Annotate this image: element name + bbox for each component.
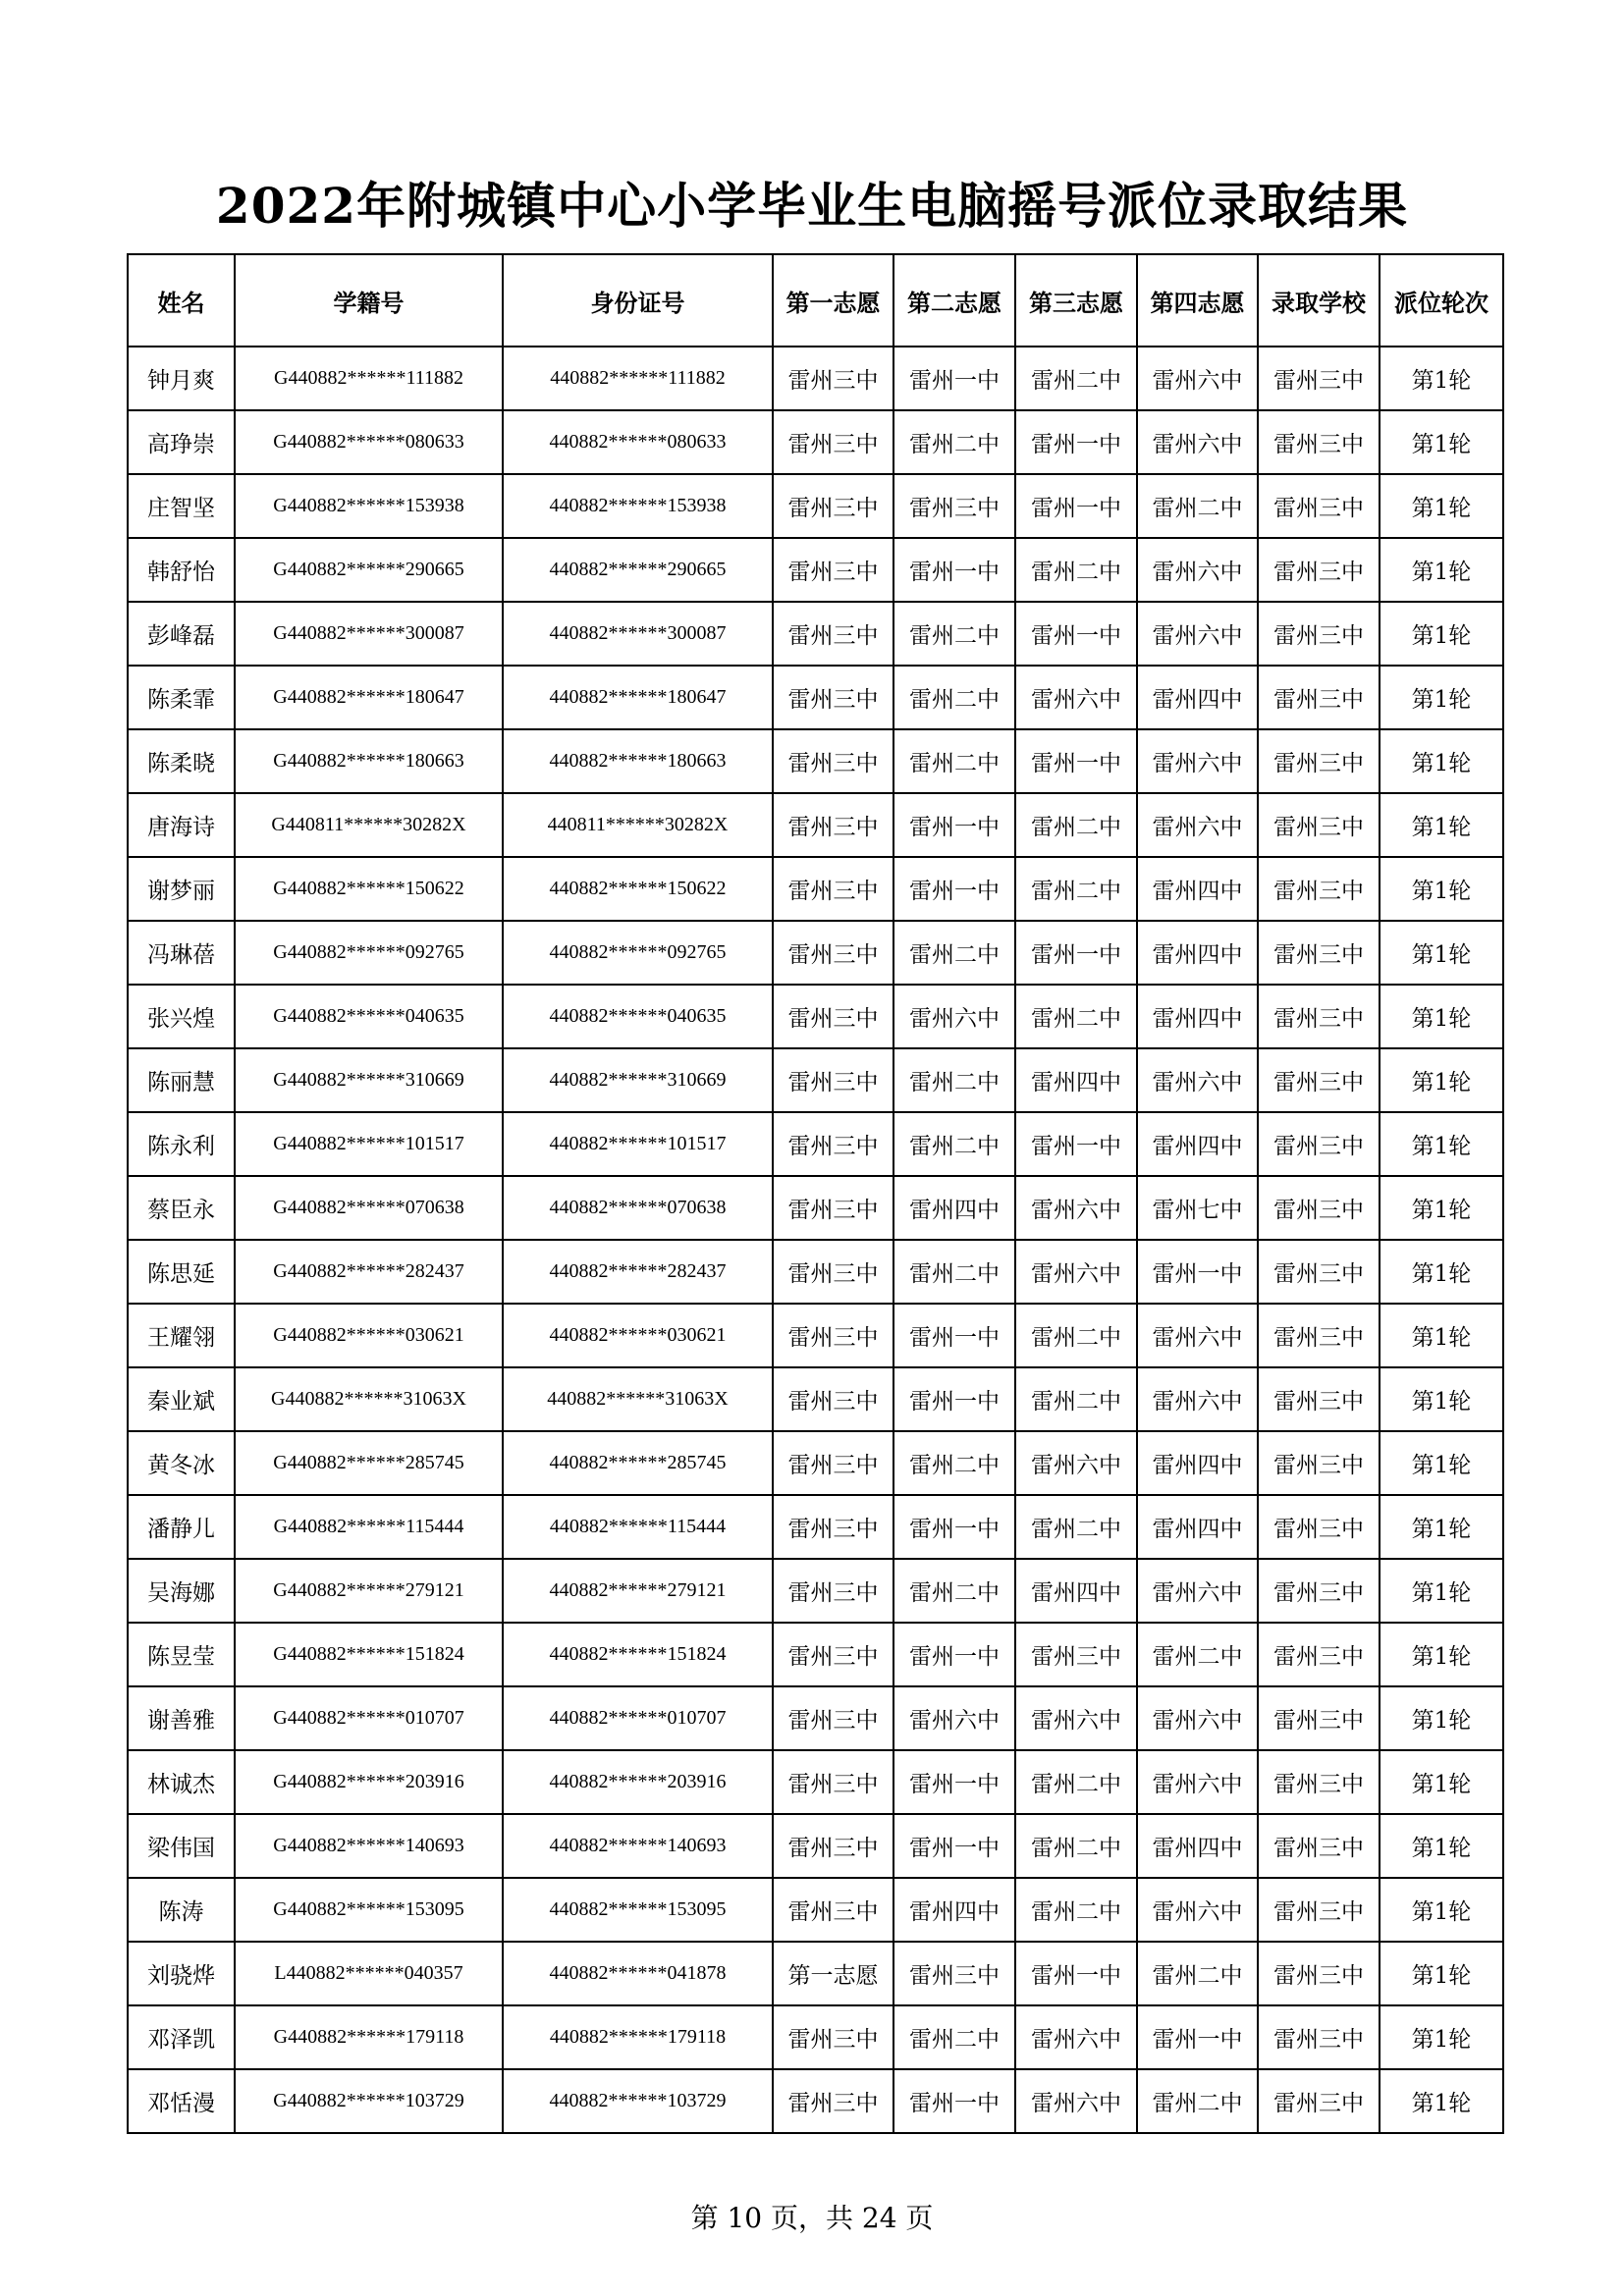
admitted-school: 雷州三中 [1258,1686,1380,1750]
student-name: 张兴煌 [128,985,235,1048]
admitted-school-header: 录取学校 [1258,254,1380,347]
id-card-number: 440882******153095 [503,1878,773,1942]
table-row [128,474,1503,538]
table-row [128,729,1503,793]
third-choice: 雷州一中 [1015,410,1137,474]
table-row [128,1878,1503,1942]
first-choice: 雷州三中 [773,921,893,985]
admitted-school: 雷州三中 [1258,729,1380,793]
assignment-round: 第1轮 [1380,347,1503,410]
first-choice: 雷州三中 [773,666,893,729]
table-row [128,1112,1503,1176]
id-card-number: 440882******101517 [503,1112,773,1176]
first-choice: 雷州三中 [773,1304,893,1367]
student-name: 冯琳蓓 [128,921,235,985]
student-id: G440882******101517 [235,1112,503,1176]
third-choice: 雷州二中 [1015,857,1137,921]
fourth-choice: 雷州二中 [1137,1623,1258,1686]
assignment-round: 第1轮 [1380,1431,1503,1495]
third-choice: 雷州二中 [1015,1367,1137,1431]
student-name: 唐海诗 [128,793,235,857]
table-row [128,666,1503,729]
first-choice: 雷州三中 [773,1367,893,1431]
second-choice: 雷州四中 [893,1878,1015,1942]
student-name: 韩舒怡 [128,538,235,602]
student-name: 邓泽凯 [128,2005,235,2069]
first-choice: 雷州三中 [773,1814,893,1878]
admitted-school: 雷州三中 [1258,1240,1380,1304]
assignment-round: 第1轮 [1380,538,1503,602]
fourth-choice: 雷州六中 [1137,1559,1258,1623]
fourth-choice: 雷州六中 [1137,1750,1258,1814]
assignment-round: 第1轮 [1380,729,1503,793]
assignment-round: 第1轮 [1380,921,1503,985]
third-choice: 雷州一中 [1015,474,1137,538]
round-header: 派位轮次 [1380,254,1503,347]
third-choice: 雷州六中 [1015,1431,1137,1495]
student-name: 陈永利 [128,1112,235,1176]
third-choice: 雷州二中 [1015,985,1137,1048]
fourth-choice: 雷州六中 [1137,1878,1258,1942]
results-table [127,253,1504,2134]
student-id: G440882******150622 [235,857,503,921]
table-row [128,1176,1503,1240]
id-card-number: 440882******180647 [503,666,773,729]
second-choice: 雷州一中 [893,1623,1015,1686]
admitted-school: 雷州三中 [1258,1814,1380,1878]
assignment-round: 第1轮 [1380,1495,1503,1559]
assignment-round: 第1轮 [1380,2005,1503,2069]
table-row [128,1814,1503,1878]
fourth-choice: 雷州六中 [1137,410,1258,474]
fourth-choice-header: 第四志愿 [1137,254,1258,347]
admitted-school: 雷州三中 [1258,1750,1380,1814]
student-name: 高琤崇 [128,410,235,474]
id-card-number: 440882******103729 [503,2069,773,2133]
table-row [128,2005,1503,2069]
admitted-school: 雷州三中 [1258,602,1380,666]
third-choice: 雷州二中 [1015,1878,1137,1942]
admitted-school: 雷州三中 [1258,921,1380,985]
student-id: G440882******310669 [235,1048,503,1112]
table-header-row [128,254,1503,347]
second-choice: 雷州三中 [893,1942,1015,2005]
second-choice: 雷州一中 [893,1304,1015,1367]
fourth-choice: 雷州四中 [1137,857,1258,921]
admitted-school: 雷州三中 [1258,1623,1380,1686]
second-choice: 雷州二中 [893,921,1015,985]
fourth-choice: 雷州四中 [1137,921,1258,985]
student-id: G440882******300087 [235,602,503,666]
second-choice: 雷州二中 [893,729,1015,793]
table-row [128,1686,1503,1750]
third-choice: 雷州一中 [1015,1942,1137,2005]
third-choice: 雷州二中 [1015,347,1137,410]
third-choice-header: 第三志愿 [1015,254,1137,347]
student-name: 陈涛 [128,1878,235,1942]
id-card-number: 440811******30282X [503,793,773,857]
second-choice: 雷州一中 [893,1495,1015,1559]
third-choice: 雷州六中 [1015,2005,1137,2069]
third-choice: 雷州六中 [1015,666,1137,729]
student-id: G440882******010707 [235,1686,503,1750]
id-card-number: 440882******030621 [503,1304,773,1367]
id-card-number: 440882******179118 [503,2005,773,2069]
assignment-round: 第1轮 [1380,602,1503,666]
third-choice: 雷州六中 [1015,1176,1137,1240]
second-choice: 雷州二中 [893,1431,1015,1495]
admitted-school: 雷州三中 [1258,1048,1380,1112]
id-card-number: 440882******010707 [503,1686,773,1750]
student-name: 陈柔霏 [128,666,235,729]
second-choice: 雷州一中 [893,793,1015,857]
third-choice: 雷州一中 [1015,1112,1137,1176]
admitted-school: 雷州三中 [1258,857,1380,921]
first-choice: 雷州三中 [773,1112,893,1176]
first-choice: 雷州三中 [773,1240,893,1304]
fourth-choice: 雷州二中 [1137,1942,1258,2005]
student-id: G440882******151824 [235,1623,503,1686]
assignment-round: 第1轮 [1380,1878,1503,1942]
second-choice: 雷州二中 [893,2005,1015,2069]
id-card-number: 440882******300087 [503,602,773,666]
student-id: G440882******290665 [235,538,503,602]
id-card-number: 440882******092765 [503,921,773,985]
second-choice: 雷州一中 [893,538,1015,602]
id-card-number: 440882******285745 [503,1431,773,1495]
admitted-school: 雷州三中 [1258,1431,1380,1495]
assignment-round: 第1轮 [1380,1240,1503,1304]
first-choice: 雷州三中 [773,2005,893,2069]
admitted-school: 雷州三中 [1258,1112,1380,1176]
assignment-round: 第1轮 [1380,857,1503,921]
first-choice: 雷州三中 [773,1623,893,1686]
table-row [128,538,1503,602]
page-title: 2022年附城镇中心小学毕业生电脑摇号派位录取结果 [215,177,1409,235]
admitted-school: 雷州三中 [1258,474,1380,538]
fourth-choice: 雷州六中 [1137,729,1258,793]
second-choice: 雷州二中 [893,410,1015,474]
fourth-choice: 雷州六中 [1137,793,1258,857]
student-id: G440882******153938 [235,474,503,538]
student-name: 庄智坚 [128,474,235,538]
student-name: 林诚杰 [128,1750,235,1814]
table-row [128,1431,1503,1495]
first-choice: 雷州三中 [773,2069,893,2133]
student-id: G440882******180647 [235,666,503,729]
second-choice: 雷州六中 [893,1686,1015,1750]
student-name: 陈丽慧 [128,1048,235,1112]
student-name: 黄冬冰 [128,1431,235,1495]
student-name: 王耀翎 [128,1304,235,1367]
first-choice: 雷州三中 [773,1495,893,1559]
id-card-number: 440882******115444 [503,1495,773,1559]
third-choice: 雷州四中 [1015,1048,1137,1112]
student-name: 蔡臣永 [128,1176,235,1240]
admitted-school: 雷州三中 [1258,793,1380,857]
first-choice-header: 第一志愿 [773,254,893,347]
assignment-round: 第1轮 [1380,1559,1503,1623]
id-card-number: 440882******279121 [503,1559,773,1623]
id-card-number: 440882******140693 [503,1814,773,1878]
fourth-choice: 雷州二中 [1137,2069,1258,2133]
table-row [128,2069,1503,2133]
third-choice: 雷州一中 [1015,729,1137,793]
third-choice: 雷州二中 [1015,538,1137,602]
third-choice: 雷州一中 [1015,921,1137,985]
student-id: G440882******040635 [235,985,503,1048]
assignment-round: 第1轮 [1380,1304,1503,1367]
admitted-school: 雷州三中 [1258,666,1380,729]
first-choice: 雷州三中 [773,1750,893,1814]
second-choice: 雷州三中 [893,474,1015,538]
student-name: 谢梦丽 [128,857,235,921]
fourth-choice: 雷州四中 [1137,1495,1258,1559]
second-choice: 雷州一中 [893,1367,1015,1431]
id-card-number: 440882******290665 [503,538,773,602]
fourth-choice: 雷州六中 [1137,1048,1258,1112]
fourth-choice: 雷州七中 [1137,1176,1258,1240]
third-choice: 雷州一中 [1015,602,1137,666]
student-name: 刘骁烨 [128,1942,235,2005]
first-choice: 雷州三中 [773,347,893,410]
first-choice: 雷州三中 [773,602,893,666]
table-row [128,602,1503,666]
admitted-school: 雷州三中 [1258,1176,1380,1240]
table-row [128,921,1503,985]
id-card-header: 身份证号 [503,254,773,347]
fourth-choice: 雷州六中 [1137,1367,1258,1431]
fourth-choice: 雷州四中 [1137,985,1258,1048]
second-choice: 雷州一中 [893,2069,1015,2133]
assignment-round: 第1轮 [1380,1048,1503,1112]
table-row [128,793,1503,857]
student-name: 邓恬漫 [128,2069,235,2133]
student-id-header: 学籍号 [235,254,503,347]
third-choice: 雷州四中 [1015,1559,1137,1623]
second-choice: 雷州二中 [893,1559,1015,1623]
first-choice: 雷州三中 [773,857,893,921]
admitted-school: 雷州三中 [1258,347,1380,410]
fourth-choice: 雷州四中 [1137,666,1258,729]
second-choice: 雷州二中 [893,1048,1015,1112]
fourth-choice: 雷州一中 [1137,2005,1258,2069]
fourth-choice: 雷州六中 [1137,602,1258,666]
third-choice: 雷州二中 [1015,1814,1137,1878]
id-card-number: 440882******310669 [503,1048,773,1112]
admitted-school: 雷州三中 [1258,2005,1380,2069]
assignment-round: 第1轮 [1380,410,1503,474]
id-card-number: 440882******203916 [503,1750,773,1814]
first-choice: 雷州三中 [773,1559,893,1623]
student-id: G440882******103729 [235,2069,503,2133]
id-card-number: 440882******041878 [503,1942,773,2005]
assignment-round: 第1轮 [1380,1367,1503,1431]
table-row [128,1367,1503,1431]
third-choice: 雷州六中 [1015,2069,1137,2133]
assignment-round: 第1轮 [1380,1686,1503,1750]
table-row [128,857,1503,921]
assignment-round: 第1轮 [1380,1942,1503,2005]
admitted-school: 雷州三中 [1258,2069,1380,2133]
student-id: G440882******279121 [235,1559,503,1623]
table-row [128,985,1503,1048]
admitted-school: 雷州三中 [1258,538,1380,602]
assignment-round: 第1轮 [1380,1814,1503,1878]
table-row [128,1304,1503,1367]
id-card-number: 440882******153938 [503,474,773,538]
table-row [128,347,1503,410]
table-row [128,410,1503,474]
first-choice: 雷州三中 [773,1686,893,1750]
student-id: G440882******115444 [235,1495,503,1559]
student-id: G440811******30282X [235,793,503,857]
id-card-number: 440882******282437 [503,1240,773,1304]
second-choice: 雷州二中 [893,1240,1015,1304]
first-choice: 雷州三中 [773,1048,893,1112]
student-id: G440882******282437 [235,1240,503,1304]
third-choice: 雷州二中 [1015,1495,1137,1559]
second-choice: 雷州四中 [893,1176,1015,1240]
student-id: G440882******092765 [235,921,503,985]
second-choice: 雷州二中 [893,1112,1015,1176]
assignment-round: 第1轮 [1380,1112,1503,1176]
student-name: 梁伟国 [128,1814,235,1878]
table-row [128,1240,1503,1304]
second-choice: 雷州一中 [893,347,1015,410]
assignment-round: 第1轮 [1380,985,1503,1048]
student-id: G440882******203916 [235,1750,503,1814]
id-card-number: 440882******040635 [503,985,773,1048]
admitted-school: 雷州三中 [1258,985,1380,1048]
student-id: G440882******179118 [235,2005,503,2069]
assignment-round: 第1轮 [1380,474,1503,538]
first-choice: 雷州三中 [773,729,893,793]
first-choice: 雷州三中 [773,1431,893,1495]
third-choice: 雷州二中 [1015,1304,1137,1367]
table-row [128,1750,1503,1814]
second-choice: 雷州六中 [893,985,1015,1048]
student-name: 陈柔晓 [128,729,235,793]
student-id: G440882******070638 [235,1176,503,1240]
fourth-choice: 雷州六中 [1137,1686,1258,1750]
first-choice: 雷州三中 [773,793,893,857]
student-name: 吴海娜 [128,1559,235,1623]
third-choice: 雷州六中 [1015,1240,1137,1304]
assignment-round: 第1轮 [1380,1176,1503,1240]
assignment-round: 第1轮 [1380,666,1503,729]
student-name: 潘静儿 [128,1495,235,1559]
fourth-choice: 雷州四中 [1137,1814,1258,1878]
student-id: G440882******030621 [235,1304,503,1367]
student-id: G440882******285745 [235,1431,503,1495]
admitted-school: 雷州三中 [1258,1367,1380,1431]
name-header: 姓名 [128,254,235,347]
student-name: 谢善雅 [128,1686,235,1750]
id-card-number: 440882******070638 [503,1176,773,1240]
admitted-school: 雷州三中 [1258,1495,1380,1559]
assignment-round: 第1轮 [1380,2069,1503,2133]
second-choice: 雷州二中 [893,602,1015,666]
id-card-number: 440882******180663 [503,729,773,793]
admitted-school: 雷州三中 [1258,1304,1380,1367]
table-row [128,1623,1503,1686]
student-id: G440882******153095 [235,1878,503,1942]
fourth-choice: 雷州二中 [1137,474,1258,538]
first-choice: 雷州三中 [773,1878,893,1942]
student-name: 钟月爽 [128,347,235,410]
fourth-choice: 雷州四中 [1137,1112,1258,1176]
second-choice-header: 第二志愿 [893,254,1015,347]
second-choice: 雷州一中 [893,857,1015,921]
table-row [128,1048,1503,1112]
student-name: 彭峰磊 [128,602,235,666]
first-choice: 雷州三中 [773,538,893,602]
fourth-choice: 雷州一中 [1137,1240,1258,1304]
id-card-number: 440882******080633 [503,410,773,474]
admitted-school: 雷州三中 [1258,410,1380,474]
id-card-number: 440882******31063X [503,1367,773,1431]
first-choice: 雷州三中 [773,1176,893,1240]
page-footer: 第 10 页，共 24 页 [690,2202,934,2234]
student-id: G440882******140693 [235,1814,503,1878]
first-choice: 雷州三中 [773,474,893,538]
student-id: L440882******040357 [235,1942,503,2005]
first-choice: 雷州三中 [773,985,893,1048]
student-id: G440882******080633 [235,410,503,474]
student-name: 秦业斌 [128,1367,235,1431]
assignment-round: 第1轮 [1380,1623,1503,1686]
table-row [128,1495,1503,1559]
assignment-round: 第1轮 [1380,793,1503,857]
table-row [128,1942,1503,2005]
third-choice: 雷州六中 [1015,1686,1137,1750]
id-card-number: 440882******151824 [503,1623,773,1686]
first-choice: 雷州三中 [773,410,893,474]
admitted-school: 雷州三中 [1258,1559,1380,1623]
third-choice: 雷州三中 [1015,1623,1137,1686]
id-card-number: 440882******150622 [503,857,773,921]
first-choice: 第一志愿 [773,1942,893,2005]
student-id: G440882******111882 [235,347,503,410]
id-card-number: 440882******111882 [503,347,773,410]
admitted-school: 雷州三中 [1258,1878,1380,1942]
table-row [128,1559,1503,1623]
second-choice: 雷州二中 [893,666,1015,729]
second-choice: 雷州一中 [893,1814,1015,1878]
fourth-choice: 雷州六中 [1137,538,1258,602]
student-name: 陈昱莹 [128,1623,235,1686]
student-name: 陈思延 [128,1240,235,1304]
fourth-choice: 雷州六中 [1137,347,1258,410]
second-choice: 雷州一中 [893,1750,1015,1814]
third-choice: 雷州二中 [1015,1750,1137,1814]
fourth-choice: 雷州六中 [1137,1304,1258,1367]
student-id: G440882******180663 [235,729,503,793]
third-choice: 雷州二中 [1015,793,1137,857]
student-id: G440882******31063X [235,1367,503,1431]
fourth-choice: 雷州四中 [1137,1431,1258,1495]
admitted-school: 雷州三中 [1258,1942,1380,2005]
assignment-round: 第1轮 [1380,1750,1503,1814]
